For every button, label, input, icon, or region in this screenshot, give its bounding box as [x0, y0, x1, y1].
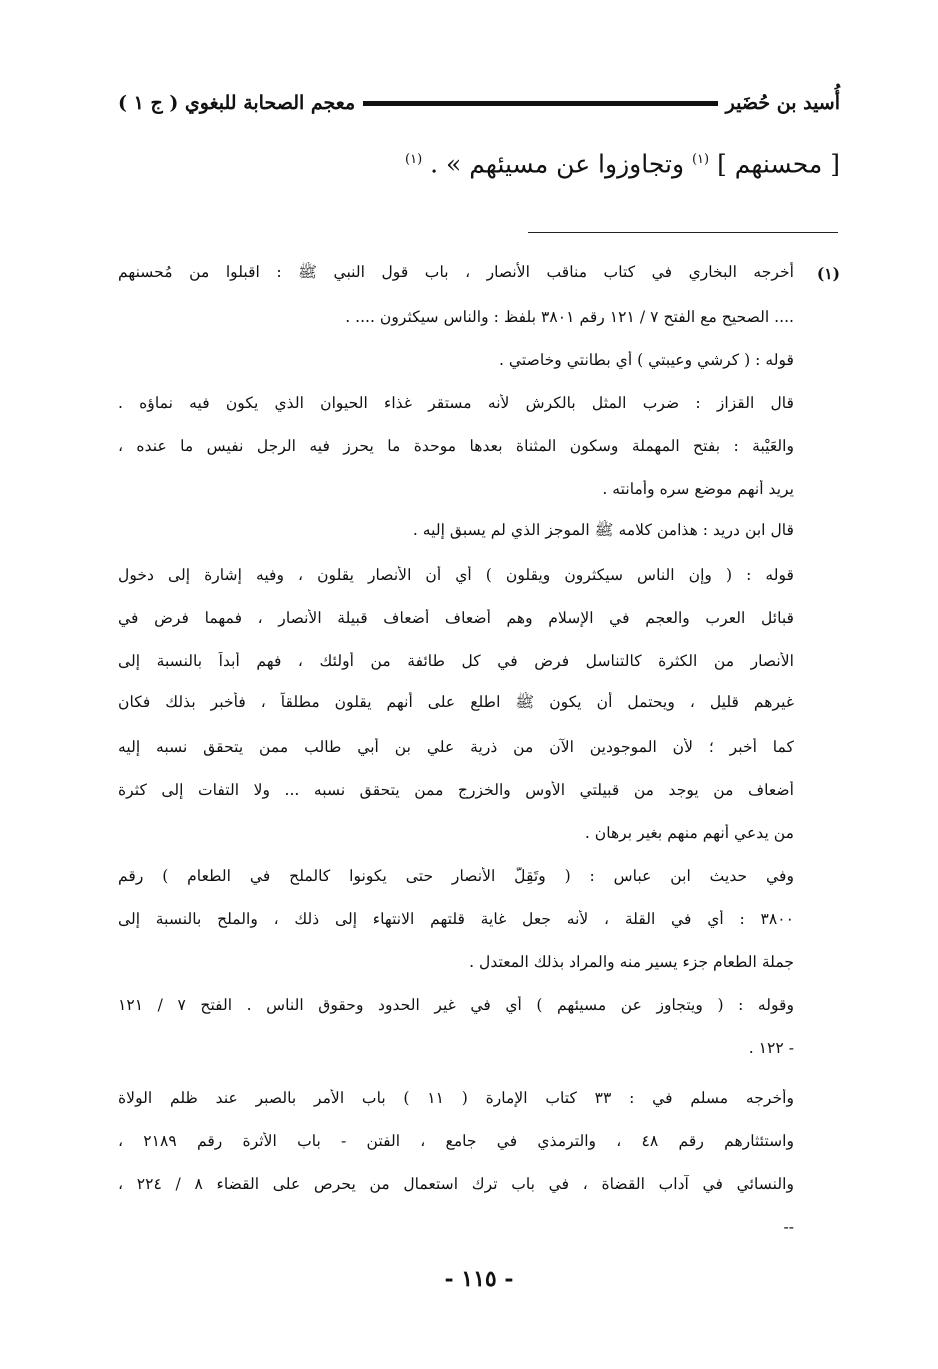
- footnote-text: يريد أنهم موضع سره وأمانته .: [602, 479, 794, 498]
- footnote-line: [118, 682, 840, 725]
- footnote-line: [118, 1205, 840, 1248]
- footnotes: [118, 252, 840, 1248]
- footnote-text: أخرجه البخاري في كتاب مناقب الأنصار ، باب قول النبي ﷺ : اقبلوا من مُحسنهم: [118, 263, 794, 281]
- main-text-mid: وتجاوزوا عن مسيئهم » .: [430, 149, 685, 179]
- main-text-before: [ محسنهم ]: [717, 149, 840, 179]
- footnote-line: [118, 1119, 840, 1162]
- footnote-text: كما أخبر ؛ لأن الموجودين الآن من ذرية علي بن أبي طالب ممن يتحقق نسبه إليه: [118, 737, 794, 756]
- footnote-text: وقوله : ( ويتجاوز عن مسيئهم ) أي في غير الحدود وحقوق الناس . الفتح ٧ / ١٢١: [118, 995, 794, 1014]
- footnote-text: قال القزاز : ضرب المثل بالكرش لأنه مستقر غذاء الحيوان الذي يكون فيه نماؤه .: [118, 393, 794, 412]
- footnote-line: [118, 553, 840, 596]
- footnote-line: [118, 897, 840, 940]
- footnote-text: والعَيْبة : بفتح المهملة وسكون المثناة بعدها موحدة ما يحرز فيه الرجل نفيس ما عنده ،: [118, 436, 794, 455]
- footnote-text: قال ابن دريد : هذامن كلامه ﷺ الموجز الذي لم يسبق إليه .: [412, 521, 794, 539]
- footnote-line: [118, 811, 840, 854]
- footnote-line: [118, 381, 840, 424]
- footnote-line: [118, 854, 840, 897]
- footnote-text: واستئثارهم رقم ٤٨ ، والترمذي في جامع ، الفتن - باب الأثرة رقم ٢١٨٩ ،: [118, 1131, 794, 1150]
- footnote-line: [118, 424, 840, 467]
- footnote-text: والنسائي في آداب القضاة ، في باب ترك استعمال من يحرص على القضاء ٨ / ٢٢٤ ،: [118, 1174, 794, 1193]
- footnote-text: من يدعي أنهم منهم بغير برهان .: [584, 823, 794, 842]
- footnote-text: قبائل العرب والعجم في الإسلام وهم أضعاف أضعاف قبيلة الأنصار ، فمهما فرض في: [118, 608, 794, 627]
- footnote-text: ٣٨٠٠ : أي في القلة ، لأنه جعل غاية قلتهم الانتهاء إلى ذلك ، والملح بالنسبة إلى: [118, 909, 794, 928]
- footnote-line: [118, 1026, 840, 1069]
- footnote-line: [118, 940, 840, 983]
- footnote-text: وفي حديث ابن عباس : ( وتَقِلُّ الأنصار حتى يكونوا كالملح في الطعام ) رقم: [118, 866, 794, 885]
- footnote-line: [118, 596, 840, 639]
- footnote-text: - ١٢٢ .: [748, 1038, 794, 1057]
- footnote-line: [118, 252, 840, 295]
- header-book-title: معجم الصحابة للبغوي ( ج ١ ): [118, 92, 356, 114]
- footnote-line: [118, 338, 840, 381]
- footnote-number: (١): [816, 264, 840, 283]
- footnote-text: جملة الطعام جزء يسير منه والمراد بذلك المعتدل .: [469, 952, 794, 971]
- footnote-ref: (١): [691, 152, 710, 167]
- footnote-line: [118, 467, 840, 510]
- footnote-text: .... الصحيح مع الفتح ٧ / ١٢١ رقم ٣٨٠١ بلفظ : والناس سيكثرون .... .: [345, 307, 794, 326]
- footnote-separator: [528, 232, 838, 233]
- header-entry-title: أُسيد بن حُضَير: [725, 92, 840, 114]
- footnote-text: --: [783, 1217, 794, 1236]
- footnote-line: [118, 295, 840, 338]
- main-text-line: [100, 142, 840, 182]
- footnote-line: [118, 983, 840, 1026]
- footnote-text: أضعاف من يوجد من قبيلتي الأوس والخزرج ممن يتحقق نسبه ... ولا التفات إلى كثرة: [118, 780, 794, 799]
- page-number: - ١١٥ -: [444, 1266, 514, 1292]
- footnote-line: [118, 725, 840, 768]
- footnote-line: [118, 1162, 840, 1205]
- footnote-line: [118, 768, 840, 811]
- footnote-line: [118, 1076, 840, 1119]
- footnote-text: غيرهم قليل ، ويحتمل أن يكون ﷺ اطلع على أنهم يقلون مطلقاً ، فأخبر بذلك فكان: [118, 693, 794, 711]
- footnote-text: قوله : ( كرشي وعيبتي ) أي بطانتي وخاصتي .: [499, 350, 794, 369]
- footnote-line: [118, 510, 840, 553]
- footnote-ref: (١): [405, 152, 423, 167]
- footnote-text: وأخرجه مسلم في : ٣٣ كتاب الإمارة ( ١١ ) باب الأمر بالصبر عند ظلم الولاة: [118, 1088, 794, 1107]
- running-header: [118, 88, 840, 118]
- footnote-text: الأنصار من الكثرة كالتناسل فرض في كل طائفة من أولئك ، فهم أبداً بالنسبة إلى: [118, 651, 794, 670]
- footnote-line: [118, 639, 840, 682]
- header-rule: [363, 101, 718, 106]
- footnote-text: قوله : ( وإن الناس سيكثرون ويقلون ) أي أن الأنصار يقلون ، وفيه إشارة إلى دخول: [118, 565, 794, 584]
